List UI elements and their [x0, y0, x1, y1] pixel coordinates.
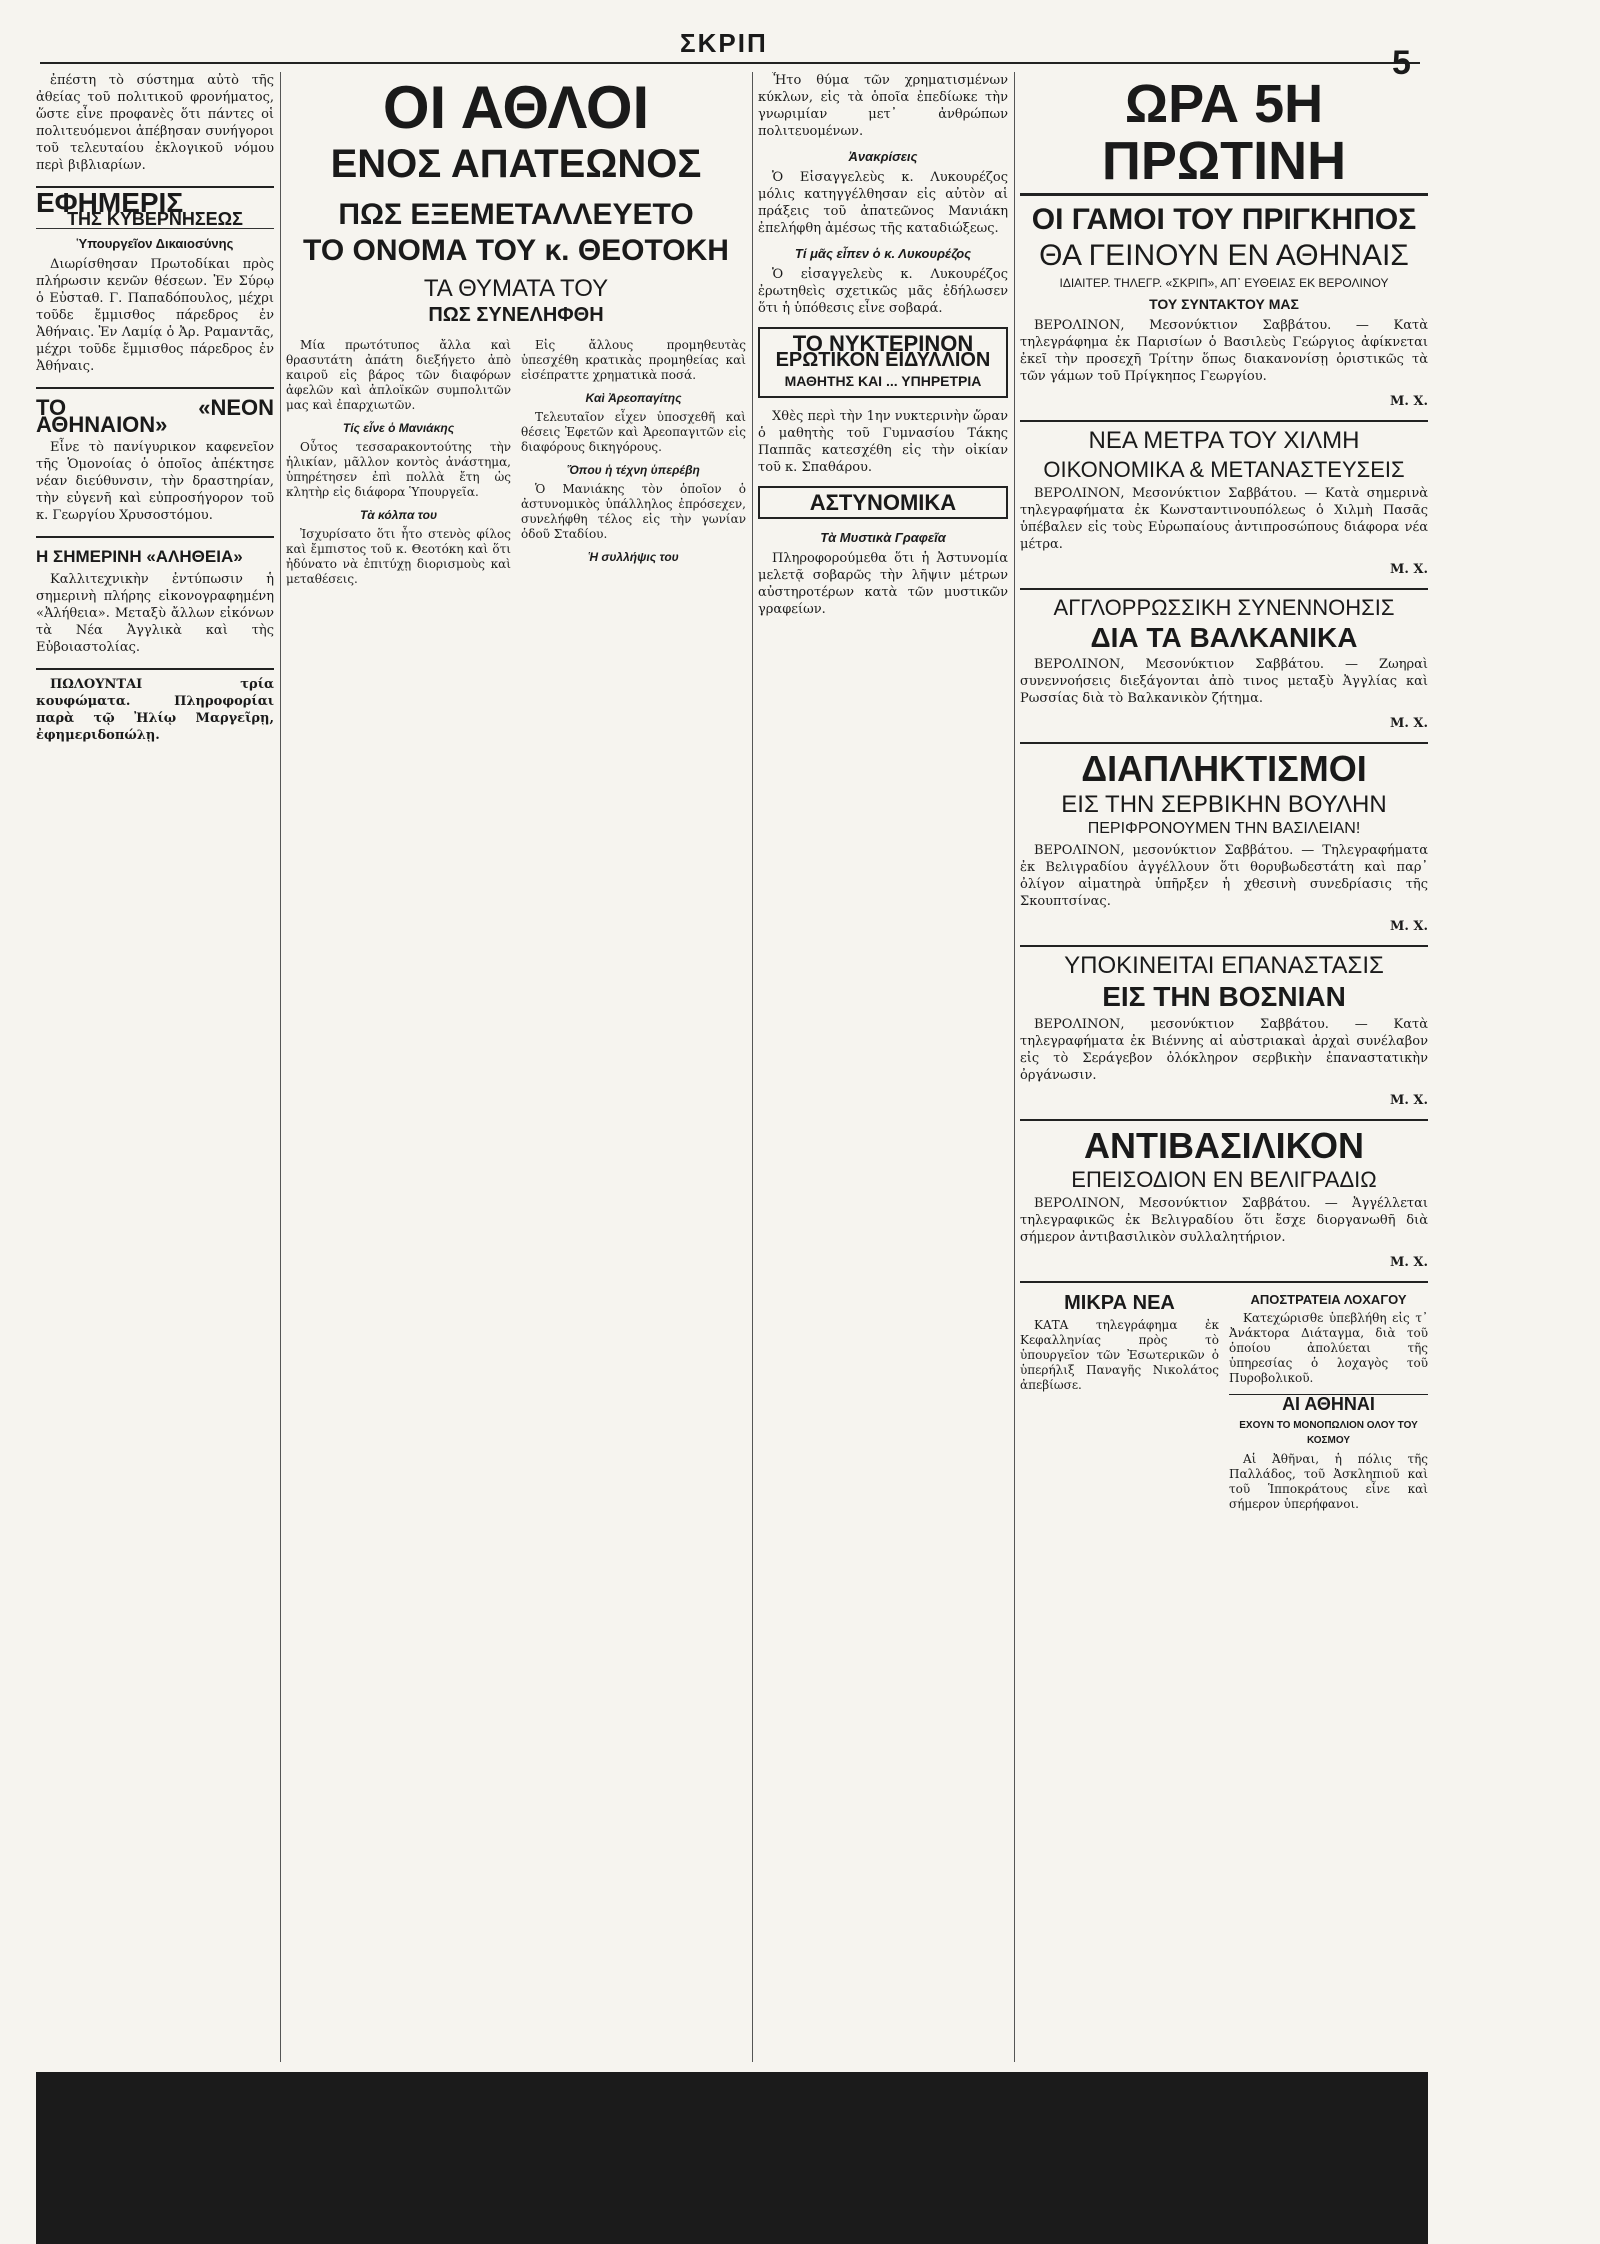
headline-sub: ΕΙΣ ΤΗΝ ΒΟΣΝΙΑΝ [1102, 981, 1346, 1013]
telegram-line: ΙΔΙΑΙΤΕΡ. ΤΗΛΕΓΡ. «ΣΚΡΙΠ», ΑΠ᾽ ΕΥΘΕΙΑΣ ΕΚ ΒΕΡΟΛΙΝΟΥ [1059, 276, 1389, 291]
headline-sub: ΕΠΕΙΣΟΔΙΟΝ ΕΝ ΒΕΛΙΓΡΑΔΙΩ [1071, 1167, 1377, 1193]
short-news-right [1229, 1289, 1428, 1520]
article-text: ΒΕΡΟΛΙΝΟΝ, Μεσονύκτιον Σαββάτου. — Ζωηραὶ συνεννοήσεις διεξάγονται ἀπὸ τινος μεταξὺ Ἀγγλίας καὶ Ρωσσίας διὰ τὸ Βαλκανικὸν ζήτημα. [1020, 657, 1428, 707]
article-text: ΒΕΡΟΛΙΝΟΝ, μεσονύκτιον Σαββάτου. — Τηλεγραφήματα ἐκ Βελιγραδίου ἀγγέλλουν ὅτι θορυβωδεστάτη καὶ παρ᾽ ὀλίγον αἱματηρὰ ὑπῆρξεν ἡ χθεσινὴ συνεδρίασις τῆς Σκουπτσίνας. [1020, 842, 1428, 909]
headline-sub: ΘΑ ΓΕΙΝΟΥΝ ΕΝ ΑΘΗΝΑΙΣ [1039, 238, 1409, 272]
section-divider [36, 536, 274, 538]
article-subheading: Ἡ συλλήψις του [588, 550, 679, 565]
headline-sub: ΕΙΣ ΤΗΝ ΣΕΡΒΙΚΗΝ ΒΟΥΛΗΝ [1061, 790, 1387, 818]
column-rule [280, 72, 281, 2062]
column-2 [286, 72, 746, 2062]
article-text: Ἰσχυρίσατο ὅτι ἦτο στενὸς φίλος καὶ ἔμπιστος τοῦ κ. Θεοτόκη καὶ ὅτι ἠδύνατο νὰ ἐπιτύχῃ διορισμοὺς καὶ μεταθέσεις. [286, 527, 511, 587]
masthead [40, 28, 1420, 64]
article-text: Χθὲς περὶ τὴν 1ην νυκτερινὴν ὥραν ὁ μαθητὴς τοῦ Γυμνασίου Τάκης Παππᾶς κατεσχέθη εἰς τὴν οἰκίαν τοῦ κ. Σπαθάρου. [758, 409, 1008, 475]
article-headline: ΤΟ «ΝΕΟΝ ΑΘΗΝΑΙΟΝ» [36, 395, 274, 437]
column-rule [1014, 72, 1015, 2062]
signature: Μ. Χ. [1389, 561, 1428, 577]
column-rule [752, 72, 753, 2062]
classified-ad: ΠΩΛΟΥΝΤΑΙ τρία κουφώματα. Πληροφορίαι παρὰ τῷ Ἠλίῳ Μαργεῖρῃ, ἐφημεριδοπώλῃ. [36, 677, 274, 743]
headline: ΝΕΑ ΜΕΤΡΑ ΤΟΥ ΧΙΛΜΗ [1020, 420, 1428, 453]
page-number: 5 [1392, 44, 1411, 82]
headline-sub: ΔΙΑ ΤΑ ΒΑΛΚΑΝΙΚΑ [1090, 621, 1358, 653]
headline: ΑΙ ΑΘΗΝΑΙ [1229, 1394, 1428, 1414]
article-subheading: Τί μᾶς εἶπεν ὁ κ. Λυκουρέζος [794, 246, 972, 261]
article-text: Ὁ Εἰσαγγελεὺς κ. Λυκουρέζος μόλις κατηγγέλθησαν εἰς αὐτὸν αἱ πράξεις τοῦ ἀπατεῶνος Μανιάκη ἐπελήφθη ἀμέσως τῆς καταδιώξεως. [758, 170, 1008, 236]
masthead-title: ΣΚΡΙΠ [680, 28, 768, 58]
headline-box [758, 327, 1008, 398]
article-text: Εἰς ἄλλους προμηθευτὰς ὑπεσχέθη κρατικὰς προμηθείας καὶ εἰσέπραττε χρηματικὰ ποσά. [521, 338, 746, 383]
telegram-line: ΤΟΥ ΣΥΝΤΑΚΤΟΥ ΜΑΣ [1149, 296, 1299, 313]
article-text: Τελευταῖον εἶχεν ὑποσχεθῆ καὶ θέσεις Ἐφετῶν καὶ Ἀρεοπαγιτῶν εἰς διαφόρους δικηγόρους. [521, 410, 746, 455]
article-text: ἐπέστη τὸ σύστημα αὐτὸ τῆς ἀθείας τοῦ πολιτικοῦ φρονήματος, ὥστε εἶνε προφανὲς ὅτι πάντες οἱ πολιτευόμενοι ἀπέβησαν συνήγοροι τοῦ τελευταίου ἐκλογικοῦ νόμου περὶ βιβλιαρίων. [36, 73, 274, 173]
article-text: Πληροφορούμεθα ὅτι ἡ Ἀστυνομία μελετᾷ σοβαρῶς τὴν λῆψιν μέτρων αὐστηροτέρων κατὰ τῶν μυστικῶν γραφείων. [758, 551, 1008, 617]
article-text: ΚΑΤΑ τηλεγράφημα ἐκ Κεφαλληνίας πρὸς τὸ ὑπουργεῖον τῶν Ἐσωτερικῶν ὁ ὑπερήλιξ Παναγῆς Νικολάτος ἀπεβίωσε. [1020, 1318, 1219, 1393]
column-3 [758, 72, 1008, 2062]
subheadline: ΤΑ ΘΥΜΑΤΑ ΤΟΥ [423, 275, 609, 302]
headline-sub: ΟΙΚΟΝΟΜΙΚΑ & ΜΕΤΑΝΑΣΤΕΥΣΕΙΣ [1043, 456, 1405, 482]
article-text: Κατεχώρισθε ὑπεβλήθη εἰς τ᾽ Ἀνάκτορα Διάταγμα, διὰ τοῦ ὁποίου ἀπολύεται τῆς ὑπηρεσίας ὁ λοχαγὸς τοῦ Πυροβολικοῦ. [1229, 1311, 1428, 1386]
article-headline: Η ΣΗΜΕΡΙΝΗ «ΑΛΗΘΕΙΑ» [36, 547, 243, 566]
column-4 [1020, 72, 1428, 2062]
section-divider [36, 668, 274, 670]
short-news [1020, 1281, 1428, 1520]
article-column-left [286, 338, 511, 595]
article-text: Αἱ Ἀθῆναι, ἡ πόλις τῆς Παλλάδος, τοῦ Ἀσκληπιοῦ καὶ τοῦ Ἱπποκράτους εἶνε καὶ σήμερον ὑπερήφανοι. [1229, 1451, 1428, 1511]
article-text: Διωρίσθησαν Πρωτοδίκαι πρὸς πλήρωσιν κενῶν θέσεων. Ἐν Σύρῳ ὁ Εὐσταθ. Γ. Παπαδόπουλος, μέχρι τοῦδε ἔμμισθος πάρεδρος ἐν Ἀθήναις. Ἐν Λαμίᾳ ὁ Ἀρ. Ραμαντᾶς, μέχρι τοῦδε ἔμμισθος πάρεδρος ἐν Ἀθήναις. [36, 257, 274, 374]
column-1 [36, 72, 274, 2062]
subheadline: ΤΟ ΟΝΟΜΑ ΤΟΥ κ. ΘΕΟΤΟΚΗ [303, 233, 729, 267]
headline: ΑΝΤΙΒΑΣΙΛΙΚΟΝ [1020, 1119, 1428, 1165]
article-subheading: Ὅπου ἡ τέχνη ὑπερέβη [567, 463, 700, 478]
signature: Μ. Χ. [1389, 394, 1428, 410]
article-subheading: Καὶ Ἀρεοπαγίτης [585, 391, 682, 406]
headline-sub: ΕΧΟΥΝ ΤΟ ΜΟΝΟΠΩΛΙΟΝ ΟΛΟΥ ΤΟΥ ΚΟΣΜΟΥ [1239, 1419, 1418, 1446]
article-subheading: Ὑπουργεῖον Δικαιοσύνης [76, 236, 234, 251]
article-subheading: Τὰ Μυστικὰ Γραφεῖα [820, 530, 946, 545]
section-heading: ΑΣΤΥΝΟΜΙΚΑ [758, 486, 1008, 519]
headline-sub: ΠΕΡΙΦΡΟΝΟΥΜΕΝ ΤΗΝ ΒΑΣΙΛΕΙΑΝ! [1087, 820, 1361, 838]
article-text: Μία πρωτότυπος ἄλλα καὶ θρασυτάτη ἀπάτη διεξήγετο ἀπὸ καιροῦ εἰς βάρος τῶν διαφόρων ἀφελῶν καὶ ἀπλοϊκῶν συμπολιτῶν μας καὶ ἐπαρχιωτῶν. [286, 338, 511, 413]
headline: ΜΙΚΡΑ ΝΕΑ [1064, 1292, 1175, 1315]
headline: ΕΡΩΤΙΚΟΝ ΕΙΔΥΛΛΙΟΝ [775, 349, 991, 371]
section-heading: ΕΦΗΜΕΡΙΣ [36, 187, 184, 218]
headline: ΑΠΟΣΤΡΑΤΕΙΑ ΛΟΧΑΓΟΥ [1250, 1292, 1407, 1308]
dark-scan-band [36, 2072, 1428, 2244]
main-headline-2: ΕΝΟΣ ΑΠΑΤΕΩΝΟΣ [330, 142, 702, 186]
article-text: ΒΕΡΟΛΙΝΟΝ, μεσονύκτιον Σαββάτου. — Κατὰ τηλεγραφήματα ἐκ Βιέννης αἱ αὐστριακαὶ ἀρχαὶ συνέλαβον εἰς τὸ Σεράγεβον ὀλόκληρον σερβικὴν ἐπαναστατικὴν ὀργάνωσιν. [1020, 1016, 1428, 1083]
subheadline: ΠΩΣ ΣΥΝΕΛΗΦΘΗ [428, 304, 604, 327]
article-subheading: Ἀνακρίσεις [848, 149, 918, 164]
article-column-right [521, 338, 746, 595]
signature: Μ. Χ. [1389, 918, 1428, 934]
subheadline: ΠΩΣ ΕΞΕΜΕΤΑΛΛΕΥΕΤΟ [338, 198, 694, 231]
headline: ΑΓΓΛΟΡΡΩΣΣΙΚΗ ΣΥΝΕΝΝΟΗΣΙΣ [1020, 588, 1428, 619]
headline: ΤΟ ΝΥΚΤΕΡΙΝΟΝ [792, 331, 974, 356]
article-text: ΒΕΡΟΛΙΝΟΝ, Μεσονύκτιον Σαββάτου. — Κατὰ τηλεγράφημα ἐκ Παρισίων ὁ Βασιλεὺς Γεώργιος ἀφίκνεται ἐκεῖ τὴν προσεχῆ Τρίτην ὅπως διακανονίσῃ ὁριστικῶς τὰ τῶν γάμων τοῦ Πρίγκηπος Γεωργίου. [1020, 318, 1428, 385]
article-text: Οὗτος τεσσαρακοντούτης τὴν ἡλικίαν, μᾶλλον κοντὸς ἀνάστημα, ὑπηρέτησεν ἐπὶ πολλὰ ἔτη ὡς κλητὴρ εἰς διάφορα Ὑπουργεῖα. [286, 440, 511, 500]
article-text: Εἶνε τὸ πανίγυρικον καφενεῖον τῆς Ὁμονοίας ὁ ὁποῖος ἀπέκτησε νέαν διεύθυνσιν, τὴν δραστηρίαν, τὴν εὐγενῆ καὶ εὐπροσήγορον τοῦ κ. Γεωργίου Χρυσοστόμου. [36, 440, 274, 523]
article-text: ΒΕΡΟΛΙΝΟΝ, Μεσονύκτιον Σαββάτου. — Ἀγγέλλεται τηλεγραφικῶς ἐκ Βελιγραδίου ὅτι ἔσχε διοργανωθῆ διὰ σήμερον ἀντιβασιλικὸν συλλαλητήριον. [1020, 1196, 1428, 1246]
article-subheading: Τίς εἶνε ὁ Μανιάκης [342, 421, 455, 436]
headline: ΔΙΑΠΛΗΚΤΙΣΜΟΙ [1020, 742, 1428, 788]
time-headline: ΩΡΑ 5Η ΠΡΩΤΙΝΗ [1020, 76, 1428, 196]
article-text: Ὁ εἰσαγγελεὺς κ. Λυκουρέζος ἐρωτηθεὶς σχετικῶς μᾶς ἐδήλωσεν ὅτι ἡ ὑπόθεσις εἶνε σοβαρά. [758, 267, 1008, 316]
headline-sub: ΜΑΘΗΤΗΣ ΚΑΙ ... ΥΠΗΡΕΤΡΙΑ [784, 373, 982, 389]
headline: ΥΠΟΚΙΝΕΙΤΑΙ ΕΠΑΝΑΣΤΑΣΙΣ [1020, 945, 1428, 978]
signature: Μ. Χ. [1389, 716, 1428, 732]
article-subheading: Τὰ κόλπα του [359, 508, 438, 523]
section-subheading: ΤΗΣ ΚΥΒΕΡΝΗΣΕΩΣ [36, 211, 274, 229]
short-news-left [1020, 1289, 1219, 1520]
headline: ΟΙ ΓΑΜΟΙ ΤΟΥ ΠΡΙΓΚΗΠΟΣ [1031, 203, 1417, 237]
signature: Μ. Χ. [1389, 1255, 1428, 1271]
article-body [286, 338, 746, 595]
signature: Μ. Χ. [1389, 1092, 1428, 1108]
main-headline: ΟΙ ΑΘΛΟΙ [382, 74, 650, 141]
article-text: Ὁ Μανιάκης τὸν ὁποῖον ὁ ἀστυνομικὸς ὑπάλληλος ἐπρόσεχεν, συνελήφθη τέλος εἰς τὴν γωνίαν ὁδοῦ Σταδίου. [521, 482, 746, 542]
section-divider [36, 387, 274, 389]
article-text: Καλλιτεχνικὴν ἐντύπωσιν ἡ σημερινὴ πλήρης εἰκονογραφημένη «Ἀλήθεια». Μεταξὺ ἄλλων εἰκόνων τὰ Νέα Ἀγγλικὰ καὶ τὴς Εὐβοιαστολίας. [36, 572, 274, 655]
article-text: ΒΕΡΟΛΙΝΟΝ, Μεσονύκτιον Σαββάτου. — Κατὰ σημερινὰ τηλεγραφήματα ἐκ Κωνσταντινουπόλεως ὁ Χιλμὴ Πασᾶς ὑπέβαλεν εἰς τοὺς Εὐρωπαίους ἀντιπροσώπους διάφορα νέα μέτρα. [1020, 485, 1428, 552]
article-text: Ἦτο θύμα τῶν χρηματισμένων κύκλων, εἰς τὰ ὁποῖα ἐπεδίωκε τὴν γνωριμίαν μετ᾽ ἀνθρώπων πολιτευομένων. [758, 73, 1008, 139]
